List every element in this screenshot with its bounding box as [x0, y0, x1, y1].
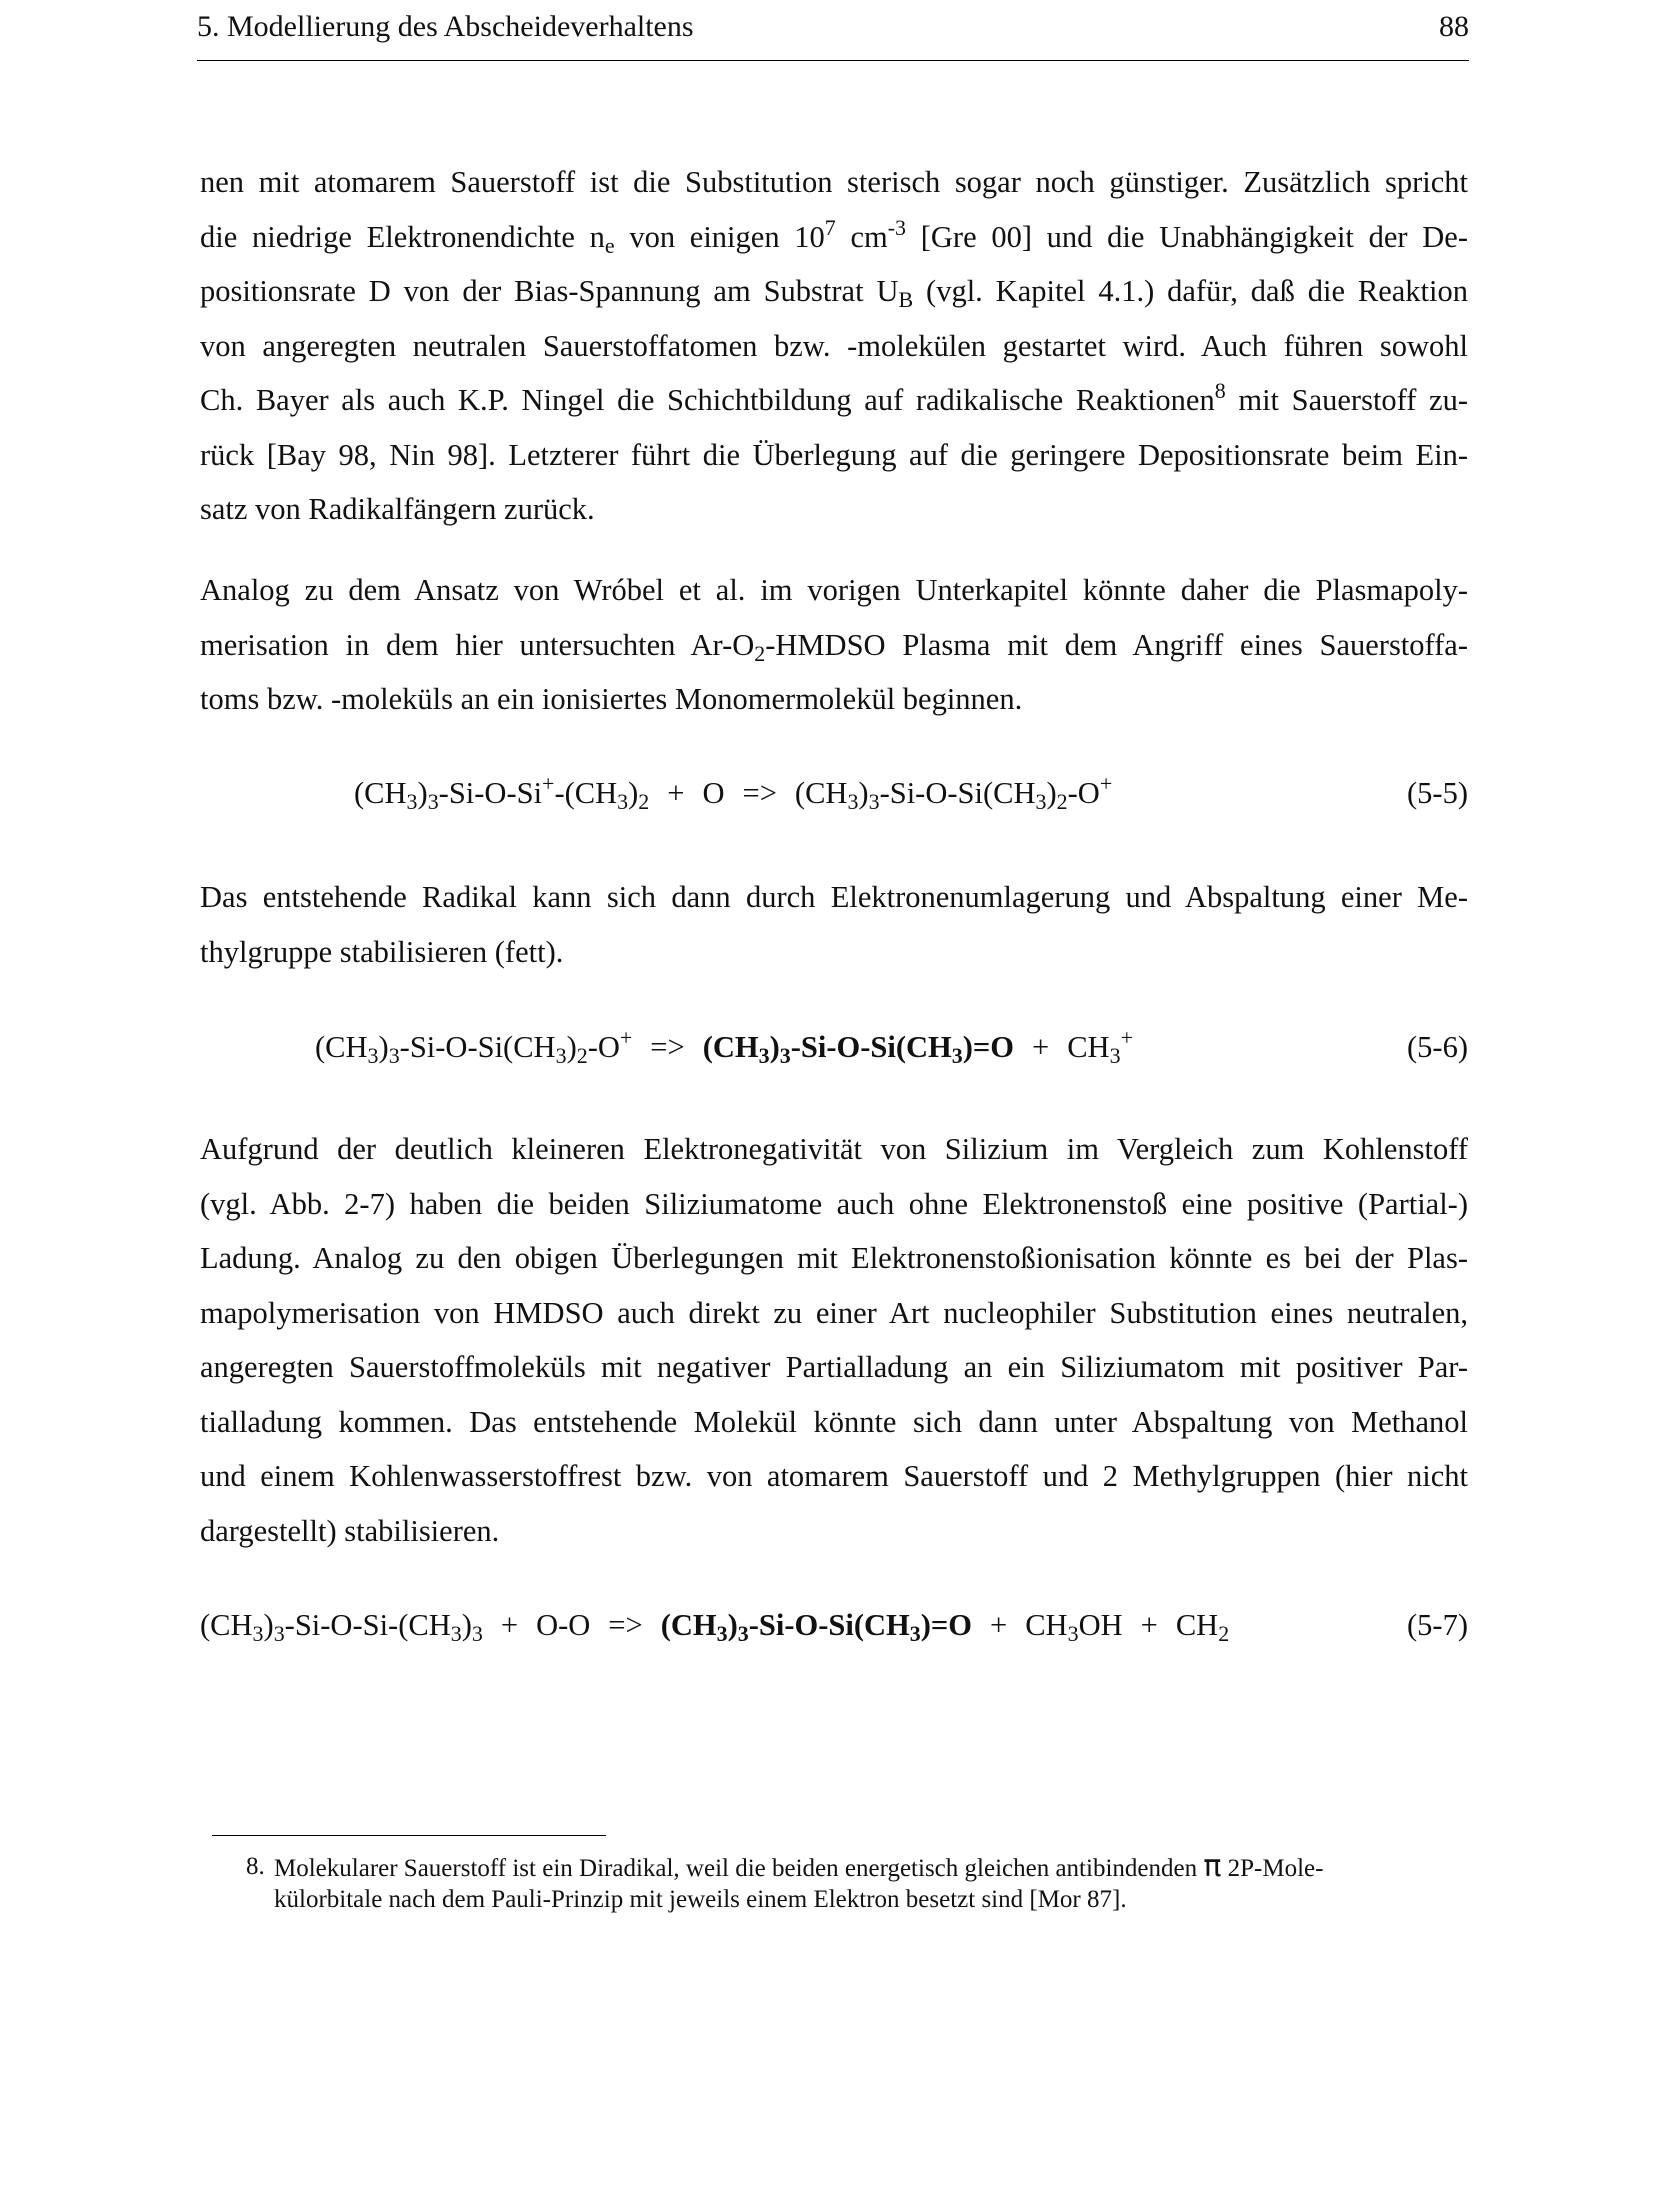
text-line: positionsrate D von der Bias-Spannung am Substrat $U_B$ (vgl. Kapitel 4.1.) dafür, daß die Reaktion	[200, 274, 1468, 313]
text-line: rück [Bay 98, Nin 98]. Letzterer führt die Überlegung auf die geringere Depositionsrate beim Ein-	[200, 437, 1468, 472]
equation-number: (5-7)	[1407, 1608, 1468, 1642]
text-line: tialladung kommen. Das entstehende Molekül könnte sich dann unter Abspaltung von Methanol	[200, 1404, 1468, 1439]
text-line: Aufgrund der deutlich kleineren Elektronegativität von Silizium im Vergleich zum Kohlenstoff	[200, 1132, 1468, 1166]
pi-symbol: π	[1203, 1849, 1222, 1884]
equation-5-6: $(CH_3)_3-Si-O-Si(CH_3)_2-O^+ => (CH_3)_3-Si-O-Si(CH_3)=O + CH_3^+$	[315, 1024, 1133, 1069]
text-line: von angeregten neutralen Sauerstoffatomen bzw. -molekülen gestartet wird. Auch führen sowohl	[200, 328, 1468, 363]
paragraph-2	[200, 563, 1468, 727]
equation-number: (5-5)	[1407, 776, 1468, 810]
equation-5-5: $(CH_3)_3-Si-O-Si^+-(CH_3)_2 + O => (CH_3)_3-Si-O-Si(CH_3)_2-O^+$	[354, 770, 1113, 815]
paragraph-1	[200, 155, 1468, 537]
text-line: angeregten Sauerstoffmoleküls mit negativer Partialladung an ein Siliziumatom mit positiver Par-	[200, 1350, 1468, 1384]
text-line: toms bzw. -moleküls an ein ionisiertes Monomermolekül beginnen.	[200, 682, 1023, 716]
chapter-title: 5. Modellierung des Abscheideverhaltens	[197, 10, 694, 43]
text-line: Ladung. Analog zu den obigen Überlegungen mit Elektronenstoßionisation könnte es bei der Plas-	[200, 1241, 1468, 1275]
footnote-divider	[212, 1835, 606, 1836]
equation-5-7: $(CH_3)_3-Si-O-Si-(CH_3)_3 + O-O => (CH_3)_3-Si-O-Si(CH_3)=O + CH_3OH + CH_2$	[200, 1608, 1230, 1647]
equation-number: (5-6)	[1407, 1030, 1468, 1064]
footnote-number: 8.	[246, 1853, 265, 1880]
text-line: und einem Kohlenwasserstoffrest bzw. von atomarem Sauerstoff und 2 Methylgruppen (hier nicht	[200, 1459, 1468, 1493]
text-line: (vgl. Abb. 2-7) haben die beiden Siliziumatome auch ohne Elektronenstoß eine positive (Partial-)	[200, 1186, 1468, 1221]
paragraph-3	[200, 870, 1468, 979]
paragraph-4	[200, 1122, 1468, 1558]
page-header	[197, 10, 1469, 61]
text-line: mapolymerisation von HMDSO auch direkt zu einer Art nucleophiler Substitution eines neutralen,	[200, 1295, 1468, 1330]
text-line: nen mit atomarem Sauerstoff ist die Substitution sterisch sogar noch günstiger. Zusätzlich spricht	[200, 165, 1468, 199]
text-line: Analog zu dem Ansatz von Wróbel et al. im vorigen Unterkapitel könnte daher die Plasmapoly-	[200, 573, 1468, 607]
text-line: die niedrige Elektronendichte $n_e$ von einigen $10^7$ $cm^{-3}$ [Gre 00] und die Unabhängigkeit der De-	[200, 214, 1468, 258]
footnote-text: Molekularer Sauerstoff ist ein Diradikal, weil die beiden energetisch gleichen antibindenden π 2P-Mole- külorbitale nach dem Pauli-Prinzip mit jeweils einem Elektron besetzt sind [Mor 87].	[274, 1849, 1324, 1913]
text-line: merisation in dem hier untersuchten $Ar-O_2$-HMDSO Plasma mit dem Angriff eines Sauerstoffa-	[200, 627, 1468, 666]
text-line: satz von Radikalfängern zurück.	[200, 492, 595, 526]
text-line: dargestellt) stabilisieren.	[200, 1513, 500, 1548]
text-line: thylgruppe stabilisieren (fett).	[200, 934, 564, 969]
text-line: Das entstehende Radikal kann sich dann durch Elektronenumlagerung und Abspaltung einer Me-	[200, 880, 1468, 914]
footnote-8	[246, 1851, 1421, 1915]
page-number: 88	[1439, 10, 1469, 43]
text-line: Ch. Bayer als auch K.P. Ningel die Schichtbildung auf radikalische Reaktionen$^8$ mit Sauerstoff zu-	[200, 377, 1468, 417]
